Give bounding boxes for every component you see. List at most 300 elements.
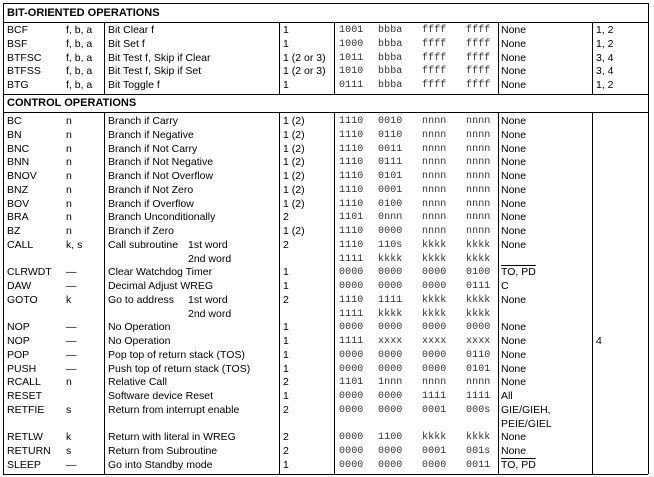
opcode-nibble-3: nnnn — [422, 184, 447, 196]
opcode-nibble-2: 1111 — [378, 294, 403, 306]
table-row — [0, 459, 654, 473]
opcode-nibble-3: ffff — [422, 80, 447, 92]
mnemonic: RETFIE — [7, 403, 45, 416]
description: Clear Watchdog Timer — [108, 266, 213, 279]
status-affected: None — [501, 24, 527, 36]
opcode-nibble-4: 001s — [466, 446, 491, 457]
status-affected: None — [501, 65, 527, 78]
table-row — [0, 225, 654, 239]
mnemonic: NOP — [7, 335, 30, 347]
opcode-nibble-2: 0111 — [378, 157, 403, 169]
opcode-nibble-1: 0000 — [339, 432, 364, 444]
opcode-nibble-2: 0000 — [378, 226, 403, 237]
status-affected: GIE/GIEH, — [501, 403, 551, 416]
table-row — [0, 335, 654, 349]
opcode-nibble-2: bbba — [378, 25, 403, 36]
operands: f, b, a — [66, 79, 93, 92]
opcode-nibble-1: 1110 — [339, 116, 364, 127]
opcode-nibble-2: 0000 — [378, 404, 403, 416]
cycles: 1 — [283, 266, 289, 279]
opcode-nibble-2: 1100 — [378, 432, 403, 444]
operands: k — [66, 293, 72, 306]
operands: n — [66, 225, 72, 237]
cycles: 1 — [283, 362, 289, 375]
mnemonic: DAW — [7, 280, 32, 292]
cycles: 1 — [283, 348, 289, 361]
cycles: 1 (2) — [283, 170, 305, 182]
mnemonic: BTFSC — [7, 51, 42, 64]
status-affected: None — [501, 170, 527, 182]
description: Branch if Not Carry — [108, 142, 198, 155]
mnemonic: PUSH — [7, 362, 37, 375]
status-affected: TO, PD — [501, 458, 536, 471]
operands: k — [66, 431, 72, 444]
cycles: 1 (2) — [283, 115, 305, 127]
mnemonic: BNOV — [7, 170, 37, 182]
operands: — — [66, 335, 77, 347]
opcode-nibble-3: xxxx — [422, 336, 447, 347]
mnemonic: NOP — [7, 321, 30, 334]
opcode-nibble-1: 1110 — [339, 143, 364, 155]
opcode-nibble-3: kkkk — [422, 294, 447, 306]
status-affected: None — [501, 37, 527, 50]
operands: — — [66, 458, 77, 471]
cycles: 2 — [283, 403, 289, 416]
mnemonic: BRA — [7, 211, 29, 224]
table-row — [0, 239, 654, 253]
status-affected: None — [501, 51, 527, 64]
opcode-nibble-1: 1110 — [339, 129, 364, 141]
description: Branch if Zero — [108, 225, 174, 237]
cycles: 2 — [283, 431, 289, 444]
opcode-nibble-1: 1111 — [339, 336, 364, 347]
operands: s — [66, 445, 72, 457]
opcode-nibble-1: 0000 — [339, 322, 364, 334]
opcode-nibble-2: bbba — [378, 52, 403, 64]
opcode-nibble-1: 1110 — [339, 157, 364, 169]
opcode-nibble-4: ffff — [466, 25, 491, 36]
table-row — [0, 143, 654, 157]
operands: n — [66, 156, 72, 169]
opcode-nibble-3: nnnn — [422, 171, 447, 182]
opcode-nibble-3: 0000 — [422, 459, 447, 471]
description: Relative Call — [108, 376, 167, 389]
mnemonic: BZ — [7, 225, 21, 237]
section-divider — [3, 94, 648, 95]
opcode-nibble-2: 0110 — [378, 129, 403, 141]
operands: f, b, a — [66, 65, 93, 78]
table-row — [0, 38, 654, 52]
operands: n — [66, 197, 72, 210]
description: Branch if Not Zero — [108, 183, 194, 196]
status-affected: None — [501, 335, 527, 347]
table-border-top — [3, 3, 648, 4]
opcode-nibble-3: kkkk — [422, 239, 447, 251]
opcode-nibble-2: 0nnn — [378, 212, 403, 224]
table-row — [0, 363, 654, 377]
description: Return with literal in WREG — [108, 431, 236, 444]
description: Bit Toggle f — [108, 79, 160, 92]
mnemonic: BNN — [7, 156, 30, 169]
operands: — — [66, 266, 77, 279]
cycles: 1 — [283, 24, 289, 36]
status-affected: None — [501, 211, 527, 224]
opcode-nibble-4: nnnn — [466, 143, 491, 155]
status-affected: None — [501, 321, 527, 334]
opcode-nibble-2: kkkk — [378, 308, 403, 320]
opcode-nibble-4: nnnn — [466, 157, 491, 169]
opcode-nibble-1: 0111 — [339, 80, 364, 92]
opcode-nibble-4: nnnn — [466, 129, 491, 141]
section-title-control: CONTROL OPERATIONS — [7, 97, 137, 109]
opcode-nibble-3: 0000 — [422, 363, 447, 375]
cycles: 1 — [283, 321, 289, 334]
opcode-nibble-4: ffff — [466, 80, 491, 92]
opcode-nibble-2: 0000 — [378, 349, 403, 361]
operands: n — [66, 183, 72, 196]
status-affected: None — [501, 445, 527, 457]
opcode-nibble-2: bbba — [378, 38, 403, 50]
table-row — [0, 24, 654, 38]
description: Return from Subroutine — [108, 445, 218, 457]
cycles: 2 — [283, 445, 289, 457]
description: Bit Clear f — [108, 24, 155, 36]
table-row — [0, 390, 654, 404]
table-row — [0, 418, 654, 432]
table-row — [0, 79, 654, 93]
opcode-nibble-4: 1111 — [466, 391, 491, 402]
table-row — [0, 266, 654, 280]
opcode-nibble-2: 110s — [378, 239, 403, 251]
opcode-nibble-3: 0000 — [422, 267, 447, 279]
status-affected: All — [501, 390, 513, 402]
operands: s — [66, 403, 72, 416]
table-row — [0, 156, 654, 170]
cycles: 2 — [283, 293, 289, 306]
opcode-nibble-4: 0111 — [466, 281, 491, 292]
table-row — [0, 65, 654, 79]
opcode-nibble-2: 0000 — [378, 281, 403, 292]
description: Bit Test f, Skip if Clear — [108, 51, 211, 64]
table-row — [0, 280, 654, 294]
operands: f, b, a — [66, 51, 93, 64]
description: No Operation — [108, 335, 171, 347]
status-affected: None — [501, 376, 527, 389]
opcode-nibble-4: kkkk — [466, 253, 491, 265]
status-affected: None — [501, 183, 527, 196]
opcode-nibble-1: 1011 — [339, 52, 364, 64]
opcode-nibble-2: 0010 — [378, 116, 403, 127]
opcode-nibble-2: 0000 — [378, 363, 403, 375]
operands: — — [66, 280, 77, 292]
opcode-nibble-3: ffff — [422, 38, 447, 50]
operands: f, b, a — [66, 37, 93, 50]
opcode-nibble-4: nnnn — [466, 377, 491, 389]
description: Branch Unconditionally — [108, 211, 216, 224]
opcode-nibble-3: 0000 — [422, 322, 447, 334]
opcode-nibble-4: kkkk — [466, 239, 491, 251]
mnemonic: BOV — [7, 197, 30, 210]
mnemonic: BTG — [7, 79, 29, 92]
cycles: 1 (2) — [283, 225, 305, 237]
description: Bit Set f — [108, 37, 145, 50]
opcode-nibble-1: 1101 — [339, 377, 364, 389]
opcode-nibble-3: nnnn — [422, 157, 447, 169]
cycles: 1 — [283, 37, 289, 50]
operands: n — [66, 376, 72, 389]
status-affected: None — [501, 225, 527, 237]
description: Branch if Carry — [108, 115, 179, 127]
opcode-nibble-2: bbba — [378, 66, 403, 78]
opcode-nibble-1: 1110 — [339, 226, 364, 237]
cycles: 1 (2) — [283, 128, 305, 141]
operands: n — [66, 211, 72, 224]
operands: n — [66, 142, 72, 155]
table-row — [0, 404, 654, 418]
opcode-nibble-1: 0000 — [339, 391, 364, 402]
opcode-nibble-1: 0000 — [339, 404, 364, 416]
opcode-nibble-4: nnnn — [466, 212, 491, 224]
description: Go into Standby mode — [108, 458, 213, 471]
description: Branch if Not Negative — [108, 156, 214, 169]
opcode-nibble-2: 0101 — [378, 171, 403, 182]
opcode-nibble-1: 0000 — [339, 363, 364, 375]
opcode-nibble-2: 0100 — [378, 198, 403, 210]
opcode-nibble-3: nnnn — [422, 129, 447, 141]
opcode-nibble-3: nnnn — [422, 377, 447, 389]
opcode-nibble-3: kkkk — [422, 253, 447, 265]
description: Return from interrupt enable — [108, 403, 240, 416]
description: Push top of return stack (TOS) — [108, 362, 251, 375]
opcode-nibble-4: ffff — [466, 66, 491, 78]
status-affected: None — [501, 293, 527, 306]
opcode-nibble-2: bbba — [378, 80, 403, 92]
opcode-nibble-4: kkkk — [466, 432, 491, 444]
notes: 3, 4 — [596, 65, 614, 78]
status-affected: C — [501, 280, 509, 292]
mnemonic: POP — [7, 348, 30, 361]
description: Branch if Negative — [108, 128, 194, 141]
opcode-nibble-1: 0000 — [339, 281, 364, 292]
status-affected: None — [501, 197, 527, 210]
operands: f, b, a — [66, 24, 93, 36]
description: Bit Test f, Skip if Set — [108, 65, 202, 78]
operands: n — [66, 170, 72, 182]
description: Branch if Not Overflow — [108, 170, 214, 182]
opcode-nibble-1: 0000 — [339, 446, 364, 457]
table-row — [0, 431, 654, 445]
opcode-nibble-2: xxxx — [378, 336, 403, 347]
mnemonic: BSF — [7, 37, 28, 50]
status-affected: TO, PD — [501, 266, 536, 279]
opcode-nibble-1: 1001 — [339, 25, 364, 36]
opcode-nibble-4: nnnn — [466, 184, 491, 196]
table-row — [0, 52, 654, 66]
mnemonic: BNC — [7, 142, 30, 155]
mnemonic: SLEEP — [7, 458, 41, 471]
opcode-nibble-3: kkkk — [422, 432, 447, 444]
opcode-nibble-1: 0000 — [339, 459, 364, 471]
word-label: 1st word — [188, 238, 228, 251]
operands: k, s — [66, 238, 83, 251]
opcode-nibble-3: nnnn — [422, 116, 447, 127]
opcode-nibble-4: ffff — [466, 38, 491, 50]
opcode-nibble-1: 1111 — [339, 308, 364, 320]
operands: — — [66, 362, 77, 375]
status-affected: None — [501, 128, 527, 141]
cycles: 1 (2 or 3) — [283, 51, 326, 64]
status-affected: None — [501, 115, 527, 127]
mnemonic: BC — [7, 115, 22, 127]
operands: — — [66, 348, 77, 361]
status-affected: None — [501, 156, 527, 169]
opcode-nibble-3: 0001 — [422, 404, 447, 416]
status-affected: None — [501, 431, 527, 444]
opcode-nibble-2: 0000 — [378, 391, 403, 402]
status-affected: None — [501, 238, 527, 251]
table-row — [0, 184, 654, 198]
opcode-nibble-2: 0001 — [378, 184, 403, 196]
cycles: 1 (2) — [283, 183, 305, 196]
opcode-nibble-3: 1111 — [422, 391, 447, 402]
mnemonic: GOTO — [7, 293, 38, 306]
status-affected: PEIE/GIEL — [501, 417, 552, 430]
opcode-nibble-3: ffff — [422, 52, 447, 64]
opcode-nibble-4: kkkk — [466, 294, 491, 306]
opcode-nibble-1: 1111 — [339, 253, 364, 265]
opcode-nibble-2: 0000 — [378, 322, 403, 334]
section-divider — [3, 22, 648, 23]
status-affected: None — [501, 79, 527, 92]
notes: 4 — [596, 335, 602, 347]
opcode-nibble-4: ffff — [466, 52, 491, 64]
opcode-nibble-4: xxxx — [466, 336, 491, 347]
opcode-nibble-2: 0000 — [378, 459, 403, 471]
opcode-nibble-3: 0001 — [422, 446, 447, 457]
mnemonic: BN — [7, 128, 22, 141]
opcode-nibble-4: 0000 — [466, 322, 491, 334]
table-row — [0, 445, 654, 459]
opcode-nibble-4: 0011 — [466, 459, 491, 471]
opcode-nibble-4: nnnn — [466, 226, 491, 237]
opcode-nibble-1: 1110 — [339, 184, 364, 196]
opcode-nibble-4: kkkk — [466, 308, 491, 320]
opcode-nibble-1: 1101 — [339, 212, 364, 224]
operands: n — [66, 115, 72, 127]
cycles: 1 (2) — [283, 197, 305, 210]
opcode-nibble-3: nnnn — [422, 143, 447, 155]
opcode-nibble-3: ffff — [422, 66, 447, 78]
cycles: 1 (2) — [283, 156, 305, 169]
opcode-nibble-3: 0000 — [422, 281, 447, 292]
opcode-nibble-2: 1nnn — [378, 377, 403, 389]
opcode-nibble-3: nnnn — [422, 226, 447, 237]
cycles: 1 — [283, 458, 289, 471]
mnemonic: RESET — [7, 390, 43, 402]
table-border-bottom — [3, 474, 648, 475]
cycles: 2 — [283, 238, 289, 251]
table-row — [0, 170, 654, 184]
description: Branch if Overflow — [108, 197, 194, 210]
mnemonic: BTFSS — [7, 65, 41, 78]
cycles: 1 — [283, 79, 289, 92]
cycles: 1 — [283, 335, 289, 347]
mnemonic: BNZ — [7, 183, 28, 196]
opcode-nibble-2: 0000 — [378, 267, 403, 279]
operands: — — [66, 321, 77, 334]
opcode-nibble-1: 1110 — [339, 198, 364, 210]
status-affected: None — [501, 142, 527, 155]
mnemonic: BCF — [7, 24, 28, 36]
notes: 1, 2 — [596, 79, 614, 92]
operands: n — [66, 128, 72, 141]
opcode-nibble-2: kkkk — [378, 253, 403, 265]
opcode-nibble-3: 0000 — [422, 349, 447, 361]
word-label: 2nd word — [188, 252, 232, 265]
table-row — [0, 321, 654, 335]
mnemonic: CALL — [7, 238, 34, 251]
opcode-nibble-2: 0000 — [378, 446, 403, 457]
opcode-nibble-1: 1110 — [339, 239, 364, 251]
description: No Operation — [108, 321, 171, 334]
opcode-nibble-3: kkkk — [422, 308, 447, 320]
mnemonic: RETLW — [7, 431, 43, 444]
cycles: 1 (2 or 3) — [283, 65, 326, 78]
cycles: 2 — [283, 211, 289, 224]
description: Call subroutine — [108, 238, 179, 251]
opcode-nibble-3: nnnn — [422, 212, 447, 224]
table-row — [0, 308, 654, 322]
opcode-nibble-4: nnnn — [466, 171, 491, 182]
opcode-nibble-4: 0100 — [466, 267, 491, 279]
table-row — [0, 129, 654, 143]
description: Pop top of return stack (TOS) — [108, 348, 245, 361]
status-affected: None — [501, 362, 527, 375]
description: Decimal Adjust WREG — [108, 280, 214, 292]
opcode-nibble-1: 1010 — [339, 66, 364, 78]
opcode-nibble-4: 000s — [466, 404, 491, 416]
word-label: 1st word — [188, 293, 228, 306]
table-row — [0, 253, 654, 267]
table-row — [0, 349, 654, 363]
notes: 1, 2 — [596, 24, 614, 36]
opcode-nibble-1: 1110 — [339, 171, 364, 182]
table-row — [0, 294, 654, 308]
table-row — [0, 198, 654, 212]
opcode-nibble-4: 0110 — [466, 349, 491, 361]
cycles: 2 — [283, 376, 289, 389]
section-divider — [3, 112, 648, 113]
status-affected: None — [501, 348, 527, 361]
cycles: 1 (2) — [283, 142, 305, 155]
opcode-nibble-2: 0011 — [378, 143, 403, 155]
mnemonic: RCALL — [7, 376, 41, 389]
table-row — [0, 115, 654, 129]
description: Go to address — [108, 293, 174, 306]
description: Software device Reset — [108, 390, 214, 402]
cycles: 1 — [283, 280, 289, 292]
opcode-nibble-4: nnnn — [466, 198, 491, 210]
table-row — [0, 376, 654, 390]
section-title-bit-oriented: BIT-ORIENTED OPERATIONS — [7, 7, 160, 19]
opcode-nibble-4: nnnn — [466, 116, 491, 127]
opcode-nibble-1: 1110 — [339, 294, 364, 306]
table-row — [0, 211, 654, 225]
opcode-nibble-3: nnnn — [422, 198, 447, 210]
cycles: 1 — [283, 390, 289, 402]
mnemonic: CLRWDT — [7, 266, 52, 279]
notes: 3, 4 — [596, 51, 614, 64]
